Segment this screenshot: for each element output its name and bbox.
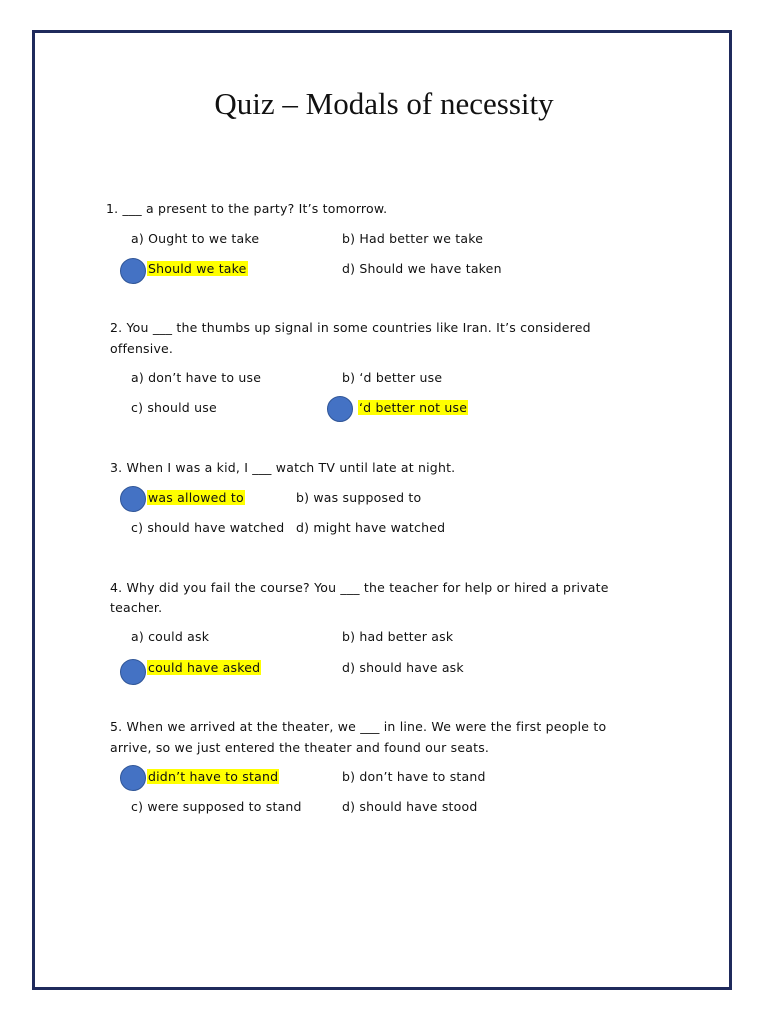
q4-option-a[interactable]: a) could ask <box>131 629 210 644</box>
q5-option-a-selected[interactable]: didn’t have to stand <box>148 769 279 784</box>
q5-option-b[interactable]: b) don’t have to stand <box>342 769 486 784</box>
answer-marker-q5 <box>120 765 146 791</box>
q1-option-d[interactable]: d) Should we have taken <box>342 261 502 276</box>
q2-option-c[interactable]: c) should use <box>131 400 217 415</box>
answer-marker-q2 <box>327 396 353 422</box>
q2-option-a[interactable]: a) don’t have to use <box>131 370 262 385</box>
q2-option-d-selected[interactable]: ‘d better not use <box>359 400 468 415</box>
q3-option-b[interactable]: b) was supposed to <box>296 490 422 505</box>
question-2-text-line2: offensive. <box>110 341 174 356</box>
q1-option-c-selected[interactable]: Should we take <box>148 261 247 276</box>
question-5-text: 5. When we arrived at the theater, we ___ in line. We were the first people to <box>110 719 607 734</box>
question-4-text-line2: teacher. <box>110 600 163 615</box>
q4-option-b[interactable]: b) had better ask <box>342 629 454 644</box>
question-4-text: 4. Why did you fail the course? You ___ the teacher for help or hired a private <box>110 580 609 595</box>
q5-option-c[interactable]: c) were supposed to stand <box>131 799 302 814</box>
q1-option-b[interactable]: b) Had better we take <box>342 231 484 246</box>
q4-option-d[interactable]: d) should have ask <box>342 660 464 675</box>
answer-marker-q1 <box>120 258 146 284</box>
question-3-text: 3. When I was a kid, I ___ watch TV until late at night. <box>110 460 456 475</box>
q5-option-d[interactable]: d) should have stood <box>342 799 478 814</box>
q3-option-d[interactable]: d) might have watched <box>296 520 446 535</box>
answer-marker-q4 <box>120 659 146 685</box>
q3-option-c[interactable]: c) should have watched <box>131 520 285 535</box>
quiz-title: Quiz – Modals of necessity <box>214 86 554 121</box>
question-5-text-line2: arrive, so we just entered the theater and found our seats. <box>110 740 490 755</box>
q3-option-a-selected[interactable]: was allowed to <box>148 490 244 505</box>
question-2-text: 2. You ___ the thumbs up signal in some countries like Iran. It’s considered <box>110 320 591 335</box>
question-1-text: 1. ___ a present to the party? It’s tomorrow. <box>106 201 388 216</box>
answer-marker-q3 <box>120 486 146 512</box>
q2-option-b[interactable]: b) ‘d better use <box>342 370 443 385</box>
q4-option-c-selected[interactable]: could have asked <box>148 660 261 675</box>
q1-option-a[interactable]: a) Ought to we take <box>131 231 260 246</box>
